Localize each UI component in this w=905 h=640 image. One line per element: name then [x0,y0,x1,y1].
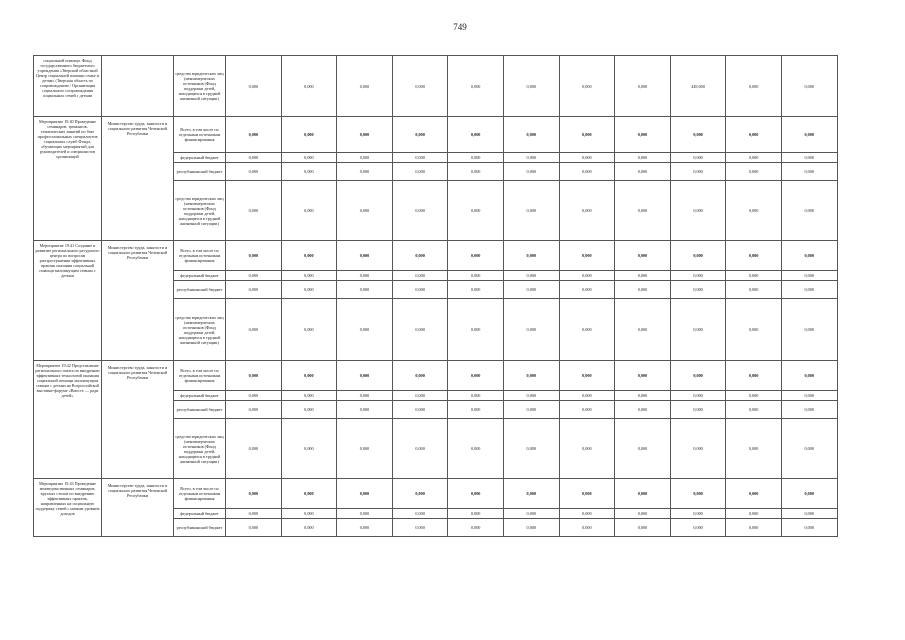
value-cell: 0,000 [392,519,448,537]
measure-cell: Мероприятие 19.41 Создание и развитие регионального ресурсного центра по вопросам распространения эффективных практик оказания социальной помощи малоимущим семьям с детьми [34,241,102,361]
total-row [34,361,838,391]
value-cell: 0,000 [503,56,559,117]
value-cell: 0,000 [337,281,393,299]
executor-cell: Министерство труда, занятости и социального развития Чеченской Республики [102,361,174,479]
value-cell: 0,000 [670,479,726,509]
value-cell: 0,000 [448,163,504,181]
value-cell: 0,000 [670,401,726,419]
value-cell: 0,000 [392,153,448,163]
value-cell: 0,000 [392,299,448,361]
measure-cell: Мероприятие 19.43 Проведение межведомственных семинаров, круглых столов по внедрению эффективных практик, направленных на социальную поддержку семей с низким уровнем доходов [34,479,102,537]
value-cell: 0,000 [726,241,782,271]
value-cell: 0,000 [503,361,559,391]
value-cell: 0,000 [781,241,837,271]
value-cell: 0,000 [726,271,782,281]
value-cell: 0,000 [448,419,504,479]
value-cell: 0,000 [337,181,393,241]
value-cell: 0,000 [337,361,393,391]
value-cell: 0,000 [281,117,337,153]
value-cell: 0,000 [559,401,615,419]
value-cell: 0,000 [781,479,837,509]
value-cell: 449,000 [670,56,726,117]
value-cell: 0,000 [337,509,393,519]
value-cell: 0,000 [337,299,393,361]
value-cell: 0,000 [559,153,615,163]
value-cell: 0,000 [781,181,837,241]
value-cell: 0,000 [448,519,504,537]
value-cell: 0,000 [726,361,782,391]
value-cell: 0,000 [281,391,337,401]
value-cell: 0,000 [392,479,448,509]
value-cell: 0,000 [726,401,782,419]
value-cell: 0,000 [615,479,671,509]
value-cell: 0,000 [615,299,671,361]
value-cell: 0,000 [670,241,726,271]
value-cell: 0,000 [448,56,504,117]
value-cell: 0,000 [226,299,282,361]
funding-source-cell: Всего, в том числе по отдельным источникам финансирования [174,479,226,509]
value-cell: 0,000 [670,391,726,401]
value-cell: 0,000 [226,519,282,537]
value-cell: 0,000 [392,391,448,401]
value-cell: 0,000 [670,299,726,361]
value-cell: 0,000 [226,401,282,419]
value-cell: 0,000 [448,271,504,281]
value-cell: 0,000 [503,241,559,271]
funding-source-cell: средства юридических лиц (некоммерческих источников (Фонд поддержки детей, находящихся в трудной жизненной ситуации) [174,419,226,479]
value-cell: 0,000 [226,56,282,117]
value-cell: 0,000 [781,401,837,419]
measure-cell: Мероприятие 19.42 Представление регионального опыта по внедрению эффективных технологий оказания социальной помощи малоимущим семьям с детьми на Всероссийской выставке-форуме «Вместе — ради детей» [34,361,102,479]
value-cell: 0,000 [615,391,671,401]
value-cell: 0,000 [559,391,615,401]
value-cell: 0,000 [559,56,615,117]
value-cell: 0,000 [781,391,837,401]
value-cell: 0,000 [670,519,726,537]
value-cell: 0,000 [226,479,282,509]
value-cell: 0,000 [559,361,615,391]
value-cell: 0,000 [337,163,393,181]
value-cell: 0,000 [615,181,671,241]
value-cell: 0,000 [281,281,337,299]
funding-source-cell: республиканский бюджет [174,519,226,537]
total-row [34,241,838,271]
value-cell: 0,000 [226,117,282,153]
value-cell: 0,000 [670,361,726,391]
executor-cell [102,56,174,117]
value-cell: 0,000 [615,153,671,163]
value-cell: 0,000 [503,479,559,509]
value-cell: 0,000 [503,181,559,241]
value-cell: 0,000 [503,153,559,163]
value-cell: 0,000 [781,117,837,153]
measure-cell: социальной помощи. Фонд государственного бюджетного учреждения «Тверской областной Центр социальной помощи семье и детям» (Тверская область по сопровождению / Организация социального сопровождения социальных семей с детьми [34,56,102,117]
value-cell: 0,000 [337,519,393,537]
value-cell: 0,000 [281,153,337,163]
value-cell: 0,000 [726,299,782,361]
value-cell: 0,000 [559,509,615,519]
value-cell: 0,000 [281,163,337,181]
value-cell: 0,000 [781,419,837,479]
value-cell: 0,000 [337,56,393,117]
value-cell: 0,000 [392,361,448,391]
value-cell: 0,000 [559,241,615,271]
value-cell: 0,000 [559,519,615,537]
value-cell: 0,000 [226,163,282,181]
value-cell: 0,000 [670,419,726,479]
measure-cell: Мероприятие 19.40 Проведение семинаров, тренингов, тематических занятий по базе профессиональных специалистов социальных служб Фонда, обучающих мероприятий для руководителей и специалистов организаций [34,117,102,241]
value-cell: 0,000 [226,281,282,299]
value-cell: 0,000 [726,56,782,117]
value-cell: 0,000 [615,519,671,537]
value-cell: 0,000 [392,281,448,299]
value-cell: 0,000 [615,163,671,181]
value-cell: 0,000 [392,181,448,241]
value-cell: 0,000 [726,479,782,509]
executor-cell: Министерство труда, занятости и социального развития Чеченской Республики [102,117,174,241]
value-cell: 0,000 [726,153,782,163]
value-cell: 0,000 [670,153,726,163]
value-cell: 0,000 [503,509,559,519]
total-row [34,479,838,509]
budget-table [33,55,838,537]
funding-source-cell: федеральный бюджет [174,509,226,519]
value-cell: 0,000 [337,419,393,479]
value-cell: 0,000 [670,117,726,153]
value-cell: 0,000 [726,509,782,519]
funding-source-cell: средства юридических лиц (некоммерческих источников (Фонд поддержки детей, находящихся в трудной жизненной ситуации) [174,181,226,241]
value-cell: 0,000 [615,281,671,299]
value-cell: 0,000 [559,299,615,361]
value-cell: 0,000 [448,509,504,519]
value-cell: 0,000 [337,271,393,281]
funding-source-cell: федеральный бюджет [174,153,226,163]
funding-source-cell: Всего, в том числе по отдельным источникам финансирования [174,361,226,391]
value-cell: 0,000 [781,271,837,281]
value-cell: 0,000 [559,181,615,241]
funding-source-cell: республиканский бюджет [174,163,226,181]
funding-source-cell: федеральный бюджет [174,271,226,281]
value-cell: 0,000 [559,479,615,509]
value-cell: 0,000 [670,163,726,181]
value-cell: 0,000 [503,401,559,419]
funding-source-cell: средства юридических лиц (некоммерческих источников (Фонд поддержки детей, находящихся в трудной жизненной ситуации) [174,56,226,117]
value-cell: 0,000 [781,163,837,181]
value-cell: 0,000 [559,281,615,299]
value-cell: 0,000 [615,419,671,479]
value-cell: 0,000 [503,163,559,181]
value-cell: 0,000 [670,181,726,241]
funding-source-cell: средства юридических лиц (некоммерческих источников (Фонд поддержки детей, находящихся в трудной жизненной ситуации) [174,299,226,361]
table-row [34,56,838,117]
value-cell: 0,000 [226,241,282,271]
value-cell: 0,000 [392,509,448,519]
value-cell: 0,000 [503,299,559,361]
value-cell: 0,000 [392,117,448,153]
value-cell: 0,000 [615,509,671,519]
value-cell: 0,000 [281,419,337,479]
value-cell: 0,000 [392,419,448,479]
value-cell: 0,000 [226,509,282,519]
value-cell: 0,000 [670,281,726,299]
value-cell: 0,000 [448,117,504,153]
value-cell: 0,000 [615,361,671,391]
value-cell: 0,000 [726,419,782,479]
value-cell: 0,000 [281,479,337,509]
funding-source-cell: федеральный бюджет [174,391,226,401]
value-cell: 0,000 [281,361,337,391]
value-cell: 0,000 [281,509,337,519]
value-cell: 0,000 [726,519,782,537]
value-cell: 0,000 [503,519,559,537]
value-cell: 0,000 [448,153,504,163]
value-cell: 0,000 [226,153,282,163]
value-cell: 0,000 [337,479,393,509]
value-cell: 0,000 [503,271,559,281]
value-cell: 0,000 [559,271,615,281]
total-row [34,117,838,153]
value-cell: 0,000 [781,509,837,519]
funding-source-cell: республиканский бюджет [174,401,226,419]
value-cell: 0,000 [726,117,782,153]
value-cell: 0,000 [615,271,671,281]
value-cell: 0,000 [503,419,559,479]
value-cell: 0,000 [392,271,448,281]
page-number: 749 [453,22,467,32]
value-cell: 0,000 [448,299,504,361]
value-cell: 0,000 [615,117,671,153]
executor-cell: Министерство труда, занятости и социального развития Чеченской Республики [102,241,174,361]
value-cell: 0,000 [781,153,837,163]
value-cell: 0,000 [448,391,504,401]
value-cell: 0,000 [670,509,726,519]
executor-cell: Министерство труда, занятости и социального развития Чеченской Республики [102,479,174,537]
value-cell: 0,000 [281,401,337,419]
value-cell: 0,000 [726,163,782,181]
value-cell: 0,000 [281,519,337,537]
value-cell: 0,000 [226,361,282,391]
value-cell: 0,000 [281,271,337,281]
value-cell: 0,000 [781,56,837,117]
value-cell: 0,000 [281,299,337,361]
value-cell: 0,000 [226,419,282,479]
funding-source-cell: республиканский бюджет [174,281,226,299]
value-cell: 0,000 [781,281,837,299]
funding-source-cell: Всего, в том числе по отдельным источникам финансирования [174,117,226,153]
value-cell: 0,000 [781,361,837,391]
value-cell: 0,000 [281,56,337,117]
table-body [34,56,838,537]
value-cell: 0,000 [448,181,504,241]
value-cell: 0,000 [226,391,282,401]
value-cell: 0,000 [726,281,782,299]
value-cell: 0,000 [337,153,393,163]
value-cell: 0,000 [670,271,726,281]
value-cell: 0,000 [448,241,504,271]
value-cell: 0,000 [337,241,393,271]
funding-source-cell: Всего, в том числе по отдельным источникам финансирования [174,241,226,271]
value-cell: 0,000 [781,299,837,361]
value-cell: 0,000 [615,241,671,271]
value-cell: 0,000 [615,401,671,419]
value-cell: 0,000 [392,163,448,181]
value-cell: 0,000 [448,479,504,509]
value-cell: 0,000 [559,163,615,181]
value-cell: 0,000 [448,401,504,419]
value-cell: 0,000 [448,361,504,391]
value-cell: 0,000 [337,401,393,419]
value-cell: 0,000 [503,281,559,299]
value-cell: 0,000 [615,56,671,117]
value-cell: 0,000 [337,117,393,153]
value-cell: 0,000 [392,56,448,117]
value-cell: 0,000 [559,117,615,153]
value-cell: 0,000 [281,241,337,271]
value-cell: 0,000 [281,181,337,241]
value-cell: 0,000 [726,391,782,401]
value-cell: 0,000 [503,391,559,401]
value-cell: 0,000 [781,519,837,537]
value-cell: 0,000 [503,117,559,153]
value-cell: 0,000 [726,181,782,241]
value-cell: 0,000 [226,271,282,281]
value-cell: 0,000 [337,391,393,401]
value-cell: 0,000 [392,401,448,419]
value-cell: 0,000 [392,241,448,271]
value-cell: 0,000 [448,281,504,299]
value-cell: 0,000 [226,181,282,241]
value-cell: 0,000 [559,419,615,479]
